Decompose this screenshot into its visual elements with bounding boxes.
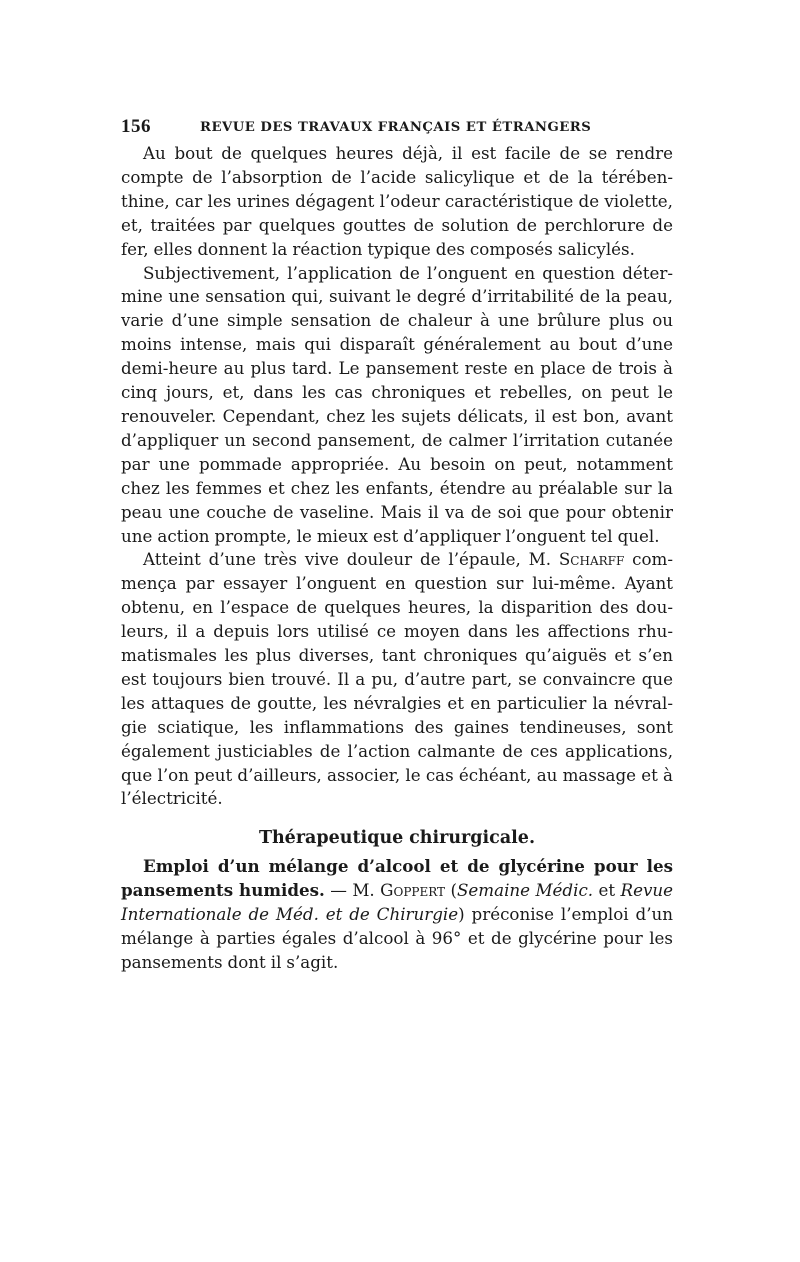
book-page bbox=[121, 112, 673, 975]
article-body: préconise l’emploi d’un mélange à parties égales d’alcool à 96° et de glycérine pour les pansements dont il s’agit. bbox=[121, 904, 673, 972]
running-header bbox=[121, 112, 673, 142]
body-text bbox=[121, 142, 673, 975]
author-name-scharff: Scharff bbox=[558, 549, 625, 570]
paragraph-subjective-effects: Subjectivement, l’application de l’onguent en question détermine une sensation qui, suivant le degré d’irritabilité de la peau, varie d’une simple sensation de chaleur à une brûlure plus ou moins intense, mais qui disparaît généralement au bout d’une demi-heure au plus tard. Le pansement reste en place de trois à cinq jours, et, dans les cas chroniques et rebelles, on peut le renouveler. Cependant, chez les sujets délicats, il est bon, avant d’appliquer un second pansement, de calmer l’irritation cutanée par une pommade appropriée. Au besoin on peut, notamment chez les femmes et chez les enfants, étendre au préalable sur la peau une couche de vaseline. Mais il va de soi que pour obtenir une action prompte, le mieux est d’appliquer l’onguent tel quel. bbox=[121, 262, 673, 546]
author-name-goppert: Goppert bbox=[380, 880, 446, 901]
article-conjunction: et bbox=[593, 880, 621, 901]
article-paragraph bbox=[121, 855, 673, 975]
article-dash: — M. bbox=[324, 880, 381, 901]
paragraph-scharff-text-end: commença par essayer l’onguent en question sur lui-même. Ayant obtenu, en l’espace de quelques heures, la disparition des douleurs, il a depuis lors utilisé ce moyen dans les affections rhumatismales les plus diverses, tant chroniques qu’aiguës et s’en est toujours bien trouvé. Il a pu, d’autre part, se convaincre que les attaques de goutte, les névralgies et en particulier la névralgie sciatique, les inflammations des gaines tendineuses, sont également justiciables de l’action calmante de ces applications, que l’on peut d’ailleurs, associer, le cas échéant, au massage et à l’électricité. bbox=[121, 549, 673, 809]
page-number: 156 bbox=[121, 116, 151, 137]
article-close-paren: ) bbox=[458, 904, 465, 925]
running-title: REVUE DES TRAVAUX FRANÇAIS ET ÉTRANGERS bbox=[200, 120, 592, 135]
article-open-paren: ( bbox=[445, 880, 457, 901]
paragraph-scharff-trial bbox=[121, 548, 673, 811]
article-lead-title: Emploi d’un mélange d’alcool et de glycérine pour les pansements humides. bbox=[121, 856, 673, 901]
journal-citation-2: Revue Internationale de Méd. et de Chirurgie bbox=[121, 880, 674, 925]
paragraph-absorption: Au bout de quelques heures déjà, il est facile de se rendre compte de l’absorption de l’acide salicylique et de la térébenthine, car les urines dégagent l’odeur caractéristique de violette, et, traitées par quelques gouttes de solution de perchlorure de fer, elles donnent la réaction typique des composés salicylés. bbox=[121, 143, 673, 259]
section-heading: Thérapeutique chirurgicale. bbox=[258, 828, 536, 849]
journal-citation-1: Semaine Médic. bbox=[457, 880, 594, 901]
paragraph-scharff-text-start: Atteint d’une très vive douleur de l’épaule, M. bbox=[143, 549, 559, 570]
